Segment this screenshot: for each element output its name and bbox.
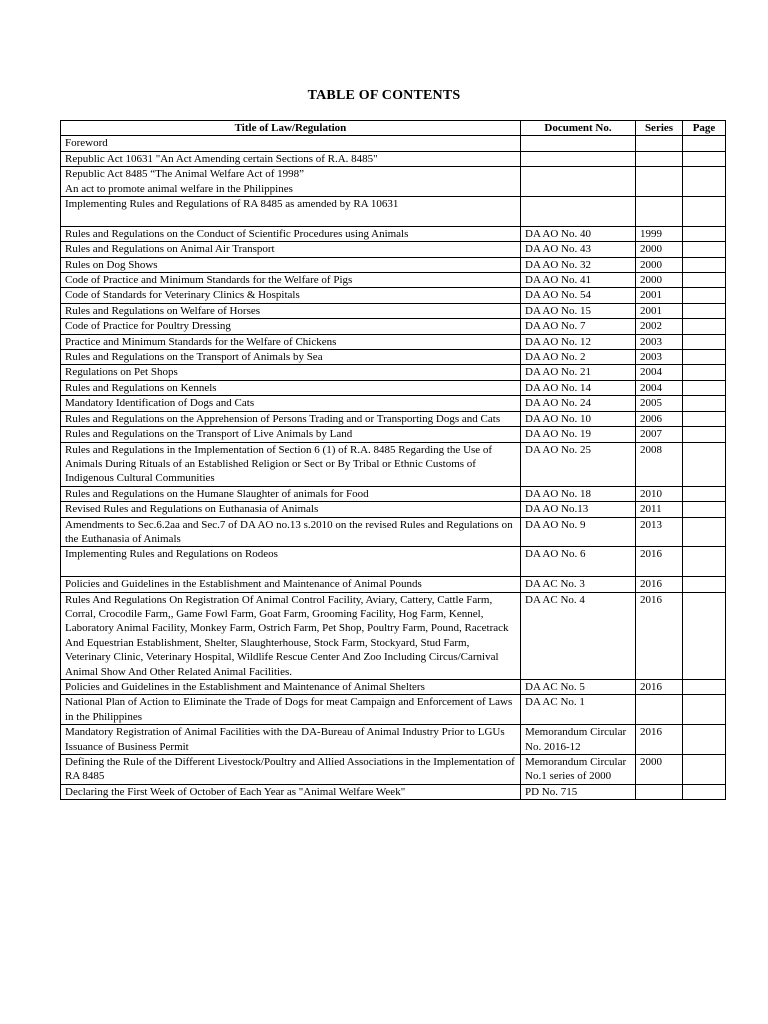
document-number: DA AO No. 25 [521, 442, 636, 486]
document-number [521, 197, 636, 227]
regulation-title-line: Rules and Regulations on Animal Air Transport [65, 243, 275, 256]
document-number: DA AO No. 41 [521, 273, 636, 288]
regulation-title-line: Revised Rules and Regulations on Euthanasia of Animals [65, 503, 319, 516]
regulation-title-line: Rules and Regulations on the Transport of Animals by Sea [65, 351, 323, 364]
regulation-title [61, 592, 521, 679]
table-row [61, 442, 726, 486]
document-number: DA AO No. 43 [521, 242, 636, 257]
regulation-title-line: Rules and Regulations on the Apprehension of Persons Trading and or Transporting Dogs and Cats [65, 412, 501, 425]
series-year [636, 167, 683, 197]
document-number: DA AC No. 5 [521, 680, 636, 695]
regulation-title [61, 380, 521, 395]
series-year: 2001 [636, 288, 683, 303]
series-year: 2006 [636, 411, 683, 426]
series-year: 2016 [636, 725, 683, 755]
regulation-title-line: Rules and Regulations on Welfare of Horses [65, 304, 261, 317]
regulation-title [61, 427, 521, 442]
document-number: DA AO No. 15 [521, 303, 636, 318]
table-row [61, 334, 726, 349]
series-year: 2007 [636, 427, 683, 442]
document-number: DA AO No. 14 [521, 380, 636, 395]
regulation-title-line: Code of Standards for Veterinary Clinics & Hospitals [65, 289, 300, 302]
series-year: 2000 [636, 242, 683, 257]
table-row [61, 517, 726, 547]
table-row [61, 396, 726, 411]
series-year: 2003 [636, 334, 683, 349]
regulation-title-line: Republic Act 8485 “The Animal Welfare Act of 1998” [65, 168, 305, 181]
page-number [683, 592, 726, 679]
document-number: DA AO No. 12 [521, 334, 636, 349]
regulation-title [61, 725, 521, 755]
document-number: DA AO No. 9 [521, 517, 636, 547]
document-number: DA AO No. 54 [521, 288, 636, 303]
page-number [683, 288, 726, 303]
table-row [61, 784, 726, 799]
table-row [61, 592, 726, 679]
series-year: 2010 [636, 486, 683, 501]
table-row [61, 427, 726, 442]
document-number: DA AO No. 7 [521, 319, 636, 334]
regulation-title [61, 167, 521, 197]
regulation-title [61, 197, 521, 227]
table-row [61, 319, 726, 334]
regulation-title [61, 784, 521, 799]
table-row [61, 226, 726, 241]
regulation-title [61, 242, 521, 257]
regulation-title-line: Mandatory Identification of Dogs and Cats [65, 397, 255, 410]
table-row [61, 725, 726, 755]
document-number: DA AO No. 6 [521, 547, 636, 577]
regulation-title [61, 226, 521, 241]
page-number [683, 442, 726, 486]
page-number [683, 319, 726, 334]
table-row [61, 242, 726, 257]
series-year: 2003 [636, 350, 683, 365]
document-number: DA AC No. 1 [521, 695, 636, 725]
series-year: 2016 [636, 547, 683, 577]
series-year: 2016 [636, 680, 683, 695]
document-number: DA AO No. 10 [521, 411, 636, 426]
page-title: TABLE OF CONTENTS [307, 88, 461, 103]
series-year [636, 136, 683, 151]
table-row [61, 502, 726, 517]
page-number [683, 411, 726, 426]
page-number [683, 725, 726, 755]
page-number [683, 365, 726, 380]
document-number [521, 151, 636, 166]
regulation-title-line: Rules and Regulations on the Humane Slaughter of animals for Food [65, 487, 369, 500]
document-number: DA AO No.13 [521, 502, 636, 517]
series-year [636, 784, 683, 799]
series-year: 2002 [636, 319, 683, 334]
regulation-title-line: Rules on Dog Shows [65, 258, 158, 271]
table-row [61, 350, 726, 365]
regulation-title-line: Rules and Regulations on the Transport of Live Animals by Land [65, 428, 353, 441]
regulation-title [61, 151, 521, 166]
series-year: 2004 [636, 365, 683, 380]
series-year: 2008 [636, 442, 683, 486]
page-number [683, 303, 726, 318]
table-row [61, 486, 726, 501]
regulation-title [61, 334, 521, 349]
page-number [683, 680, 726, 695]
series-year: 2000 [636, 755, 683, 785]
table-row [61, 151, 726, 166]
page-number [683, 167, 726, 197]
table-row [61, 197, 726, 227]
regulation-title-line: Implementing Rules and Regulations of RA 8485 as amended by RA 10631 [65, 198, 399, 211]
regulation-title [61, 695, 521, 725]
page-number [683, 197, 726, 227]
regulation-title [61, 257, 521, 272]
document-number: DA AC No. 3 [521, 577, 636, 592]
regulation-title-line: An act to promote animal welfare in the Philippines [65, 182, 293, 195]
page-number [683, 784, 726, 799]
series-year [636, 197, 683, 227]
page-number [683, 380, 726, 395]
regulation-title-line: Rules And Regulations On Registration Of Animal Control Facility, Aviary, Cattery, Cattle Farm, Corral, Crocodile Farm,, Game Fowl Farm, Goat Farm, Grooming Facility, Hog Farm, Kennel, Laboratory Animal Facility, Monkey Farm, Ostrich Farm, Pet Shop, Poultry Farm, Pound, Racetrack And Equestrian Establishment, Shelter, Slaughterhouse, Stock Farm, Stockyard, Stud Farm, Veterinary Clinic, Veterinary Hospital, Wildlife Rescue Center And Zoo Including Circus/Carnival Animal Show And Other Related Animal Facilities. [65, 593, 509, 678]
regulation-title-line: Rules and Regulations in the Implementation of Section 6 (1) of R.A. 8485 Regarding the Use of Animals During Rituals of an Established Religion or Sect or By Tribal or Ethnic Customs of Indigenous Cultural Communities [65, 443, 493, 485]
document-number: DA AO No. 32 [521, 257, 636, 272]
series-year: 2004 [636, 380, 683, 395]
document-number: Memorandum Circular No. 2016-12 [521, 725, 636, 755]
regulation-title [61, 136, 521, 151]
regulation-title [61, 502, 521, 517]
page-number [683, 502, 726, 517]
regulation-title-line: Code of Practice for Poultry Dressing [65, 320, 231, 333]
regulation-title [61, 680, 521, 695]
regulation-title-line: Declaring the First Week of October of Each Year as "Animal Welfare Week" [65, 785, 406, 798]
regulation-title [61, 350, 521, 365]
regulation-title-line: Amendments to Sec.6.2aa and Sec.7 of DA AO no.13 s.2010 on the revised Rules and Regulations on the Euthanasia of Animals [65, 518, 513, 545]
document-number: DA AO No. 40 [521, 226, 636, 241]
table-row [61, 365, 726, 380]
toc-table [60, 120, 726, 800]
table-row [61, 755, 726, 785]
document-number: DA AO No. 18 [521, 486, 636, 501]
page-number [683, 350, 726, 365]
document-number: DA AO No. 19 [521, 427, 636, 442]
series-year [636, 695, 683, 725]
regulation-title [61, 442, 521, 486]
regulation-title [61, 577, 521, 592]
page-number [683, 517, 726, 547]
series-year: 2001 [636, 303, 683, 318]
regulation-title [61, 396, 521, 411]
page-number [683, 695, 726, 725]
regulation-title [61, 288, 521, 303]
header-page: Page [683, 121, 726, 136]
page-number [683, 577, 726, 592]
document-number: PD No. 715 [521, 784, 636, 799]
document-number: Memorandum Circular No.1 series of 2000 [521, 755, 636, 785]
regulation-title-line: Rules and Regulations on Kennels [65, 381, 217, 394]
page-number [683, 242, 726, 257]
document-number [521, 167, 636, 197]
page-number [683, 226, 726, 241]
regulation-title-line: Regulations on Pet Shops [65, 366, 178, 379]
series-year: 2000 [636, 273, 683, 288]
regulation-title-line: Practice and Minimum Standards for the Welfare of Chickens [65, 335, 337, 348]
table-header-row [61, 121, 726, 136]
series-year [636, 151, 683, 166]
regulation-title-line: Implementing Rules and Regulations on Rodeos [65, 548, 278, 561]
series-year: 2013 [636, 517, 683, 547]
header-title: Title of Law/Regulation [61, 121, 521, 136]
page-number [683, 136, 726, 151]
page-number [683, 257, 726, 272]
document-number: DA AO No. 24 [521, 396, 636, 411]
regulation-title [61, 411, 521, 426]
header-document-no: Document No. [521, 121, 636, 136]
series-year: 2016 [636, 577, 683, 592]
document-number: DA AC No. 4 [521, 592, 636, 679]
regulation-title-line: Code of Practice and Minimum Standards for the Welfare of Pigs [65, 274, 353, 287]
series-year: 2005 [636, 396, 683, 411]
regulation-title-line: National Plan of Action to Eliminate the Trade of Dogs for meat Campaign and Enforcement of Laws in the Philippines [65, 696, 513, 723]
table-row [61, 288, 726, 303]
table-row [61, 167, 726, 197]
regulation-title-line: Mandatory Registration of Animal Facilities with the DA-Bureau of Animal Industry Prior to LGUs Issuance of Business Permit [65, 726, 505, 753]
header-series: Series [636, 121, 683, 136]
regulation-title [61, 273, 521, 288]
page-number [683, 755, 726, 785]
page-number [683, 486, 726, 501]
toc-body [61, 136, 726, 800]
regulation-title [61, 303, 521, 318]
table-row [61, 380, 726, 395]
series-year: 2016 [636, 592, 683, 679]
page-number [683, 427, 726, 442]
regulation-title [61, 319, 521, 334]
series-year: 2000 [636, 257, 683, 272]
regulation-title-line: Policies and Guidelines in the Establishment and Maintenance of Animal Pounds [65, 578, 422, 591]
table-row [61, 680, 726, 695]
regulation-title [61, 755, 521, 785]
regulation-title-line: Foreword [65, 137, 108, 150]
regulation-title-line: Republic Act 10631 "An Act Amending certain Sections of R.A. 8485" [65, 152, 378, 165]
table-row [61, 547, 726, 577]
table-row [61, 411, 726, 426]
page-number [683, 396, 726, 411]
regulation-title-line: Policies and Guidelines in the Establishment and Maintenance of Animal Shelters [65, 681, 425, 693]
table-row [61, 273, 726, 288]
table-row [61, 303, 726, 318]
document-number [521, 136, 636, 151]
series-year: 2011 [636, 502, 683, 517]
regulation-title [61, 517, 521, 547]
regulation-title [61, 486, 521, 501]
document-number: DA AO No. 21 [521, 365, 636, 380]
regulation-title-line: Defining the Rule of the Different Livestock/Poultry and Allied Associations in the Implementation of RA 8485 [65, 756, 515, 783]
document-number: DA AO No. 2 [521, 350, 636, 365]
page-number [683, 547, 726, 577]
regulation-title [61, 365, 521, 380]
page-number [683, 334, 726, 349]
regulation-title [61, 547, 521, 577]
page-number [683, 273, 726, 288]
page-number [683, 151, 726, 166]
regulation-title-line: Rules and Regulations on the Conduct of Scientific Procedures using Animals [65, 227, 409, 240]
table-row [61, 136, 726, 151]
table-row [61, 257, 726, 272]
table-row [61, 695, 726, 725]
series-year: 1999 [636, 226, 683, 241]
table-row [61, 577, 726, 592]
